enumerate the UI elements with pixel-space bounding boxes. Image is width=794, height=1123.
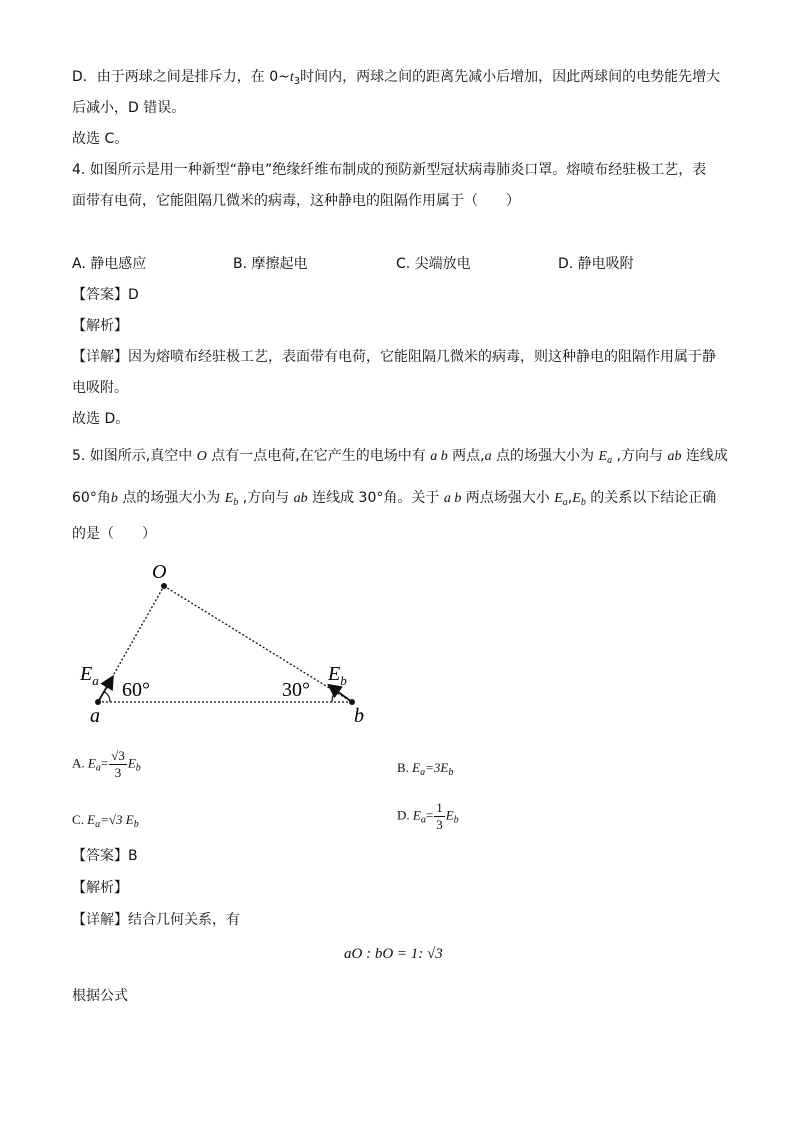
q5-option-b: B. $E_a=3E_b$ xyxy=(397,760,454,778)
label-angle-30: 30° xyxy=(282,679,310,701)
line-Ob xyxy=(164,586,352,702)
q5-analysis-heading: 【解析】 xyxy=(72,880,128,896)
q5-stem-line2: 60°角b 点的场强大小为 $E_b$ ,方向与 ab 连线成 30°角。关于 a b 两点场强大小 $E_a,E_b$ 的关系以下结论正确 xyxy=(72,490,717,508)
fraction: $\frac{1}{3}$ xyxy=(436,800,443,832)
label-a: a xyxy=(90,705,100,726)
angle-arc-b xyxy=(332,692,335,703)
label-angle-60: 60° xyxy=(122,679,150,701)
q5-stem-line1: 5. 如图所示,真空中 O 点有一点电荷,在它产生的电场中有 a b 两点,a 点的场强大小为 $E_a$ ,方向与 ab 连线成 xyxy=(72,448,728,466)
q4-stem-line1: 4. 如图所示是用一种新型“静电”绝缘纤维布制成的预防新型冠状病毒肺炎口罩。熔喷布经驻极工艺，表 xyxy=(72,162,707,178)
angle-arc-a xyxy=(104,692,110,703)
q5-formula-basis: 根据公式 xyxy=(72,988,128,1004)
q5-option-c: C. $E_a=√3$ $E_b$ xyxy=(72,812,139,830)
q4-analysis-heading: 【解析】 xyxy=(72,318,128,334)
q4-conclusion: 故选 D。 xyxy=(72,411,130,427)
q5-ratio-formula: aO : bO = 1: √3 xyxy=(344,946,443,962)
q5-option-a: A. $E_a=$ $\frac{√3}{3}$ $E_b$ xyxy=(72,748,141,780)
q4-stem-line2: 面带有电荷，它能阻隔几微米的病毒，这种静电的阻隔作用属于（ ） xyxy=(72,193,520,209)
q5-answer: 【答案】B xyxy=(72,848,138,864)
q4-answer: 【答案】D xyxy=(72,287,139,303)
label-Ea: $E_a$ xyxy=(80,663,99,688)
point-O xyxy=(161,583,167,589)
q4-detail-line1: 【详解】因为熔喷布经驻极工艺，表面带有电荷，它能阻隔几微米的病毒，则这种静电的阻隔作用属于静 xyxy=(72,349,716,365)
q3-option-d-line1: D．由于两球之间是排斥力，在 $0\sim t_3$时间内，两球之间的距离先减小后增加，因此两球间的电势能先增大 xyxy=(72,69,721,87)
q5-detail: 【详解】结合几何关系，有 xyxy=(72,912,240,928)
label-b: b xyxy=(354,705,364,726)
q4-option-a: A. 静电感应 xyxy=(72,256,147,272)
q5-stem-line3: 的是（ ） xyxy=(72,526,156,542)
q5-triangle-figure xyxy=(70,556,380,726)
q3-conclusion: 故选 C。 xyxy=(72,131,129,147)
q4-option-b: B. 摩擦起电 xyxy=(233,256,308,272)
label-O: O xyxy=(152,561,167,583)
q4-option-d: D. 静电吸附 xyxy=(558,256,634,272)
q4-option-c: C. 尖端放电 xyxy=(396,256,471,272)
q4-detail-line2: 电吸附。 xyxy=(72,380,128,396)
q5-option-d: D. $E_a=$ $\frac{1}{3}$ $E_b$ xyxy=(397,800,459,832)
label-Eb: $E_b$ xyxy=(328,663,347,688)
fraction: $\frac{√3}{3}$ xyxy=(111,748,125,780)
q3-option-d-line2: 后减小，D 错误。 xyxy=(72,100,186,116)
